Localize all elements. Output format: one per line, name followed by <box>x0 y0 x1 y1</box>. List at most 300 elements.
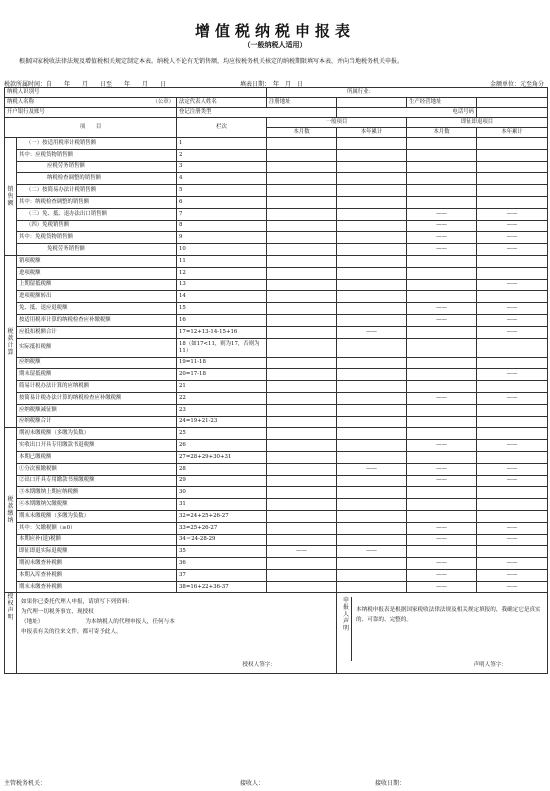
decl-signature: 声明人签字： <box>473 662 508 669</box>
row-line-number: 35 <box>177 546 267 558</box>
amount-cell[interactable] <box>407 381 477 393</box>
amount-cell[interactable] <box>337 244 407 256</box>
table-row <box>5 303 548 315</box>
tax-period: 税款所属时间：自 年 月 日至 年 月 日 <box>4 81 167 88</box>
amount-cell[interactable] <box>477 138 548 150</box>
na-cell: —— <box>477 279 548 291</box>
amount-cell[interactable] <box>337 267 407 279</box>
na-cell: —— <box>407 440 477 452</box>
amount-cell[interactable] <box>267 326 337 338</box>
amount-cell[interactable] <box>407 451 477 463</box>
na-cell: —— <box>407 314 477 326</box>
na-cell: —— <box>337 546 407 558</box>
table-row <box>5 404 548 416</box>
table-row <box>5 428 548 440</box>
industry-label: 所属行业： <box>267 88 548 98</box>
table-row <box>5 267 548 279</box>
row-item-label: 其中：应税货物销售额 <box>17 149 177 161</box>
table-row <box>5 522 548 534</box>
amount-cell[interactable] <box>477 404 548 416</box>
row-item-label: （二）按简易办法计税销售额 <box>17 185 177 197</box>
amount-cell[interactable] <box>407 510 477 522</box>
amount-cell[interactable] <box>267 475 337 487</box>
amount-cell[interactable] <box>267 440 337 452</box>
row-line-number: 20=17-18 <box>177 369 267 381</box>
row-line-number: 7 <box>177 208 267 220</box>
row-line-number: 33=25+26-27 <box>177 522 267 534</box>
row-item-label: 应纳税额 <box>17 357 177 369</box>
na-cell: —— <box>407 475 477 487</box>
col-general-header: 一般项目 <box>267 118 407 128</box>
receiver-label: 接收人： <box>240 780 265 787</box>
amount-cell[interactable] <box>337 404 407 416</box>
table-row <box>5 338 548 357</box>
row-line-number: 38=16+22+36-37 <box>177 581 267 593</box>
amount-cell[interactable] <box>407 279 477 291</box>
row-line-number: 37 <box>177 569 267 581</box>
na-cell: —— <box>267 546 337 558</box>
na-cell: —— <box>407 463 477 475</box>
row-line-number: 36 <box>177 558 267 570</box>
row-item-label: （一）按适用税率计税销售额 <box>17 138 177 150</box>
reg-address-label: 注册地址 <box>267 98 337 108</box>
table-row <box>5 369 548 381</box>
amount-cell[interactable] <box>337 161 407 173</box>
col-item-header: 项 目 <box>5 118 177 138</box>
row-item-label: 进项税额 <box>17 267 177 279</box>
row-item-label: ③本期缴纳上期应纳税额 <box>17 487 177 499</box>
na-cell: —— <box>477 534 548 546</box>
row-item-label: ②出口开具专用缴款书预缴税额 <box>17 475 177 487</box>
na-cell: —— <box>477 392 548 404</box>
form-subtitle: （一般纳税人适用） <box>243 40 307 49</box>
table-row <box>5 357 548 369</box>
amount-cell[interactable] <box>407 196 477 208</box>
amount-cell[interactable] <box>477 255 548 267</box>
col-refund-year: 本年累计 <box>477 128 548 138</box>
amount-cell[interactable] <box>337 440 407 452</box>
row-item-label: 本期应补(退)税额 <box>17 534 177 546</box>
row-line-number: 14 <box>177 291 267 303</box>
amount-cell[interactable] <box>267 232 337 244</box>
amount-cell[interactable] <box>267 255 337 267</box>
tax-authority-label: 主管税务机关： <box>4 780 47 787</box>
amount-cell[interactable] <box>267 267 337 279</box>
fill-date: 填表日期： 年 月 日 <box>240 81 304 88</box>
row-line-number: 8 <box>177 220 267 232</box>
amount-cell[interactable] <box>337 291 407 303</box>
amount-cell[interactable] <box>477 267 548 279</box>
row-line-number: 4 <box>177 173 267 185</box>
row-line-number: 26 <box>177 440 267 452</box>
na-cell: —— <box>477 369 548 381</box>
na-cell: —— <box>477 522 548 534</box>
amount-cell[interactable] <box>337 196 407 208</box>
biz-address-value[interactable] <box>477 98 548 108</box>
amount-cell[interactable] <box>337 369 407 381</box>
row-item-label: 应纳税额合计 <box>17 416 177 428</box>
taxpayer-name-label: 纳税人名称 （公章） <box>5 98 177 108</box>
table-row <box>5 208 548 220</box>
table-row <box>5 279 548 291</box>
amount-cell[interactable] <box>267 428 337 440</box>
amount-cell[interactable] <box>337 338 407 357</box>
amount-unit: 金额单位：元至角分 <box>489 81 544 88</box>
na-cell: —— <box>407 244 477 256</box>
row-item-label: ④本期缴纳欠缴税额 <box>17 499 177 511</box>
amount-cell[interactable] <box>267 499 337 511</box>
table-row <box>5 392 548 404</box>
row-item-label: 其中：纳税检查调整的销售额 <box>17 196 177 208</box>
amount-cell[interactable] <box>337 487 407 499</box>
table-row <box>5 558 548 570</box>
row-item-label: 应纳税额减征额 <box>17 404 177 416</box>
taxpayer-declaration-label: 申报人声明 <box>341 597 352 661</box>
row-item-label: 免、抵、退应退税额 <box>17 303 177 315</box>
amount-cell[interactable] <box>407 428 477 440</box>
row-item-label: 本期入库查补税额 <box>17 569 177 581</box>
amount-cell[interactable] <box>337 220 407 232</box>
table-row <box>5 291 548 303</box>
row-item-label: 即征即退实际退税额 <box>17 546 177 558</box>
na-cell: —— <box>407 558 477 570</box>
amount-cell[interactable] <box>407 357 477 369</box>
amount-cell[interactable] <box>267 369 337 381</box>
amount-cell[interactable] <box>267 220 337 232</box>
amount-cell[interactable] <box>267 244 337 256</box>
row-item-label: 纳税检查调整的销售额 <box>17 173 177 185</box>
row-item-label: 上期留抵税额 <box>17 279 177 291</box>
row-line-number: 17=12+13-14-15+16 <box>177 326 267 338</box>
amount-cell[interactable] <box>267 338 337 357</box>
na-cell: —— <box>477 303 548 315</box>
amount-cell[interactable] <box>477 161 548 173</box>
table-row <box>5 185 548 197</box>
amount-cell[interactable] <box>477 196 548 208</box>
amount-cell[interactable] <box>267 196 337 208</box>
amount-cell[interactable] <box>337 314 407 326</box>
amount-cell[interactable] <box>407 338 477 357</box>
amount-cell[interactable] <box>337 428 407 440</box>
table-row <box>5 475 548 487</box>
row-line-number: 18（如17<11，则为17，否则为11） <box>177 338 267 357</box>
tax-return-table <box>4 87 548 674</box>
row-line-number: 6 <box>177 196 267 208</box>
amount-cell[interactable] <box>407 546 477 558</box>
amount-cell[interactable] <box>477 357 548 369</box>
table-row <box>5 499 548 511</box>
section-label-payment: 税款缴纳 <box>5 428 17 593</box>
amount-cell[interactable] <box>477 451 548 463</box>
amount-cell[interactable] <box>477 173 548 185</box>
amount-cell[interactable] <box>337 392 407 404</box>
row-line-number: 24=19+21-23 <box>177 416 267 428</box>
row-item-label: 应税劳务销售额 <box>17 161 177 173</box>
amount-cell[interactable] <box>337 149 407 161</box>
table-row <box>5 255 548 267</box>
amount-cell[interactable] <box>407 291 477 303</box>
row-item-label: 免税劳务销售额 <box>17 244 177 256</box>
phone-label: 电话号码 <box>337 108 477 118</box>
amount-cell[interactable] <box>477 416 548 428</box>
amount-cell[interactable] <box>337 510 407 522</box>
row-item-label: 进项税额转出 <box>17 291 177 303</box>
amount-cell[interactable] <box>337 185 407 197</box>
table-row <box>5 244 548 256</box>
amount-cell[interactable] <box>407 138 477 150</box>
row-line-number: 2 <box>177 149 267 161</box>
row-item-label: 期末留抵税额 <box>17 369 177 381</box>
row-item-label: 应抵扣税额合计 <box>17 326 177 338</box>
row-item-label: （三）免、抵、退办法出口销售额 <box>17 208 177 220</box>
row-item-label: 按简易计税办法计算的纳税检查应补缴税额 <box>17 392 177 404</box>
row-line-number: 3 <box>177 161 267 173</box>
row-line-number: 23 <box>177 404 267 416</box>
row-line-number: 34＝24-28-29 <box>177 534 267 546</box>
row-item-label: ①分次预缴税额 <box>17 463 177 475</box>
row-line-number: 15 <box>177 303 267 315</box>
table-row <box>5 149 548 161</box>
section-label-calc: 税款计算 <box>5 255 17 427</box>
receive-date-label: 接收日期： <box>375 780 406 787</box>
na-cell: —— <box>407 534 477 546</box>
amount-cell[interactable] <box>337 475 407 487</box>
phone-value[interactable] <box>477 108 548 118</box>
table-row <box>5 161 548 173</box>
na-cell: —— <box>407 522 477 534</box>
na-cell: —— <box>407 232 477 244</box>
table-row <box>5 173 548 185</box>
form-intro: 根据国家税收法律法规及增值税相关规定制定本表。纳税人不论有无销售额，均应按税务机关核定的纳税期限填写本表，并向当地税务机关申报。 <box>19 58 404 65</box>
na-cell: —— <box>477 581 548 593</box>
amount-cell[interactable] <box>337 569 407 581</box>
amount-cell[interactable] <box>407 173 477 185</box>
table-row <box>5 534 548 546</box>
row-line-number: 19=11-18 <box>177 357 267 369</box>
amount-cell[interactable] <box>267 487 337 499</box>
amount-cell[interactable] <box>267 173 337 185</box>
amount-cell[interactable] <box>267 291 337 303</box>
amount-cell[interactable] <box>267 392 337 404</box>
amount-cell[interactable] <box>477 428 548 440</box>
amount-cell[interactable] <box>267 558 337 570</box>
amount-cell[interactable] <box>337 499 407 511</box>
row-item-label: （四）免税销售额 <box>17 220 177 232</box>
row-line-number: 9 <box>177 232 267 244</box>
amount-cell[interactable] <box>407 185 477 197</box>
row-line-number: 28 <box>177 463 267 475</box>
col-general-year: 本年累计 <box>337 128 407 138</box>
amount-cell[interactable] <box>477 546 548 558</box>
row-item-label: 按适用税率计算的纳税检查应补缴税额 <box>17 314 177 326</box>
amount-cell[interactable] <box>407 487 477 499</box>
table-row <box>5 381 548 393</box>
row-item-label: 实收出口开具专用缴款书退税额 <box>17 440 177 452</box>
table-row <box>5 440 548 452</box>
amount-cell[interactable] <box>267 381 337 393</box>
amount-cell[interactable] <box>267 138 337 150</box>
na-cell: —— <box>477 314 548 326</box>
na-cell: —— <box>477 569 548 581</box>
row-line-number: 32=24+25+26-27 <box>177 510 267 522</box>
na-cell: —— <box>337 463 407 475</box>
amount-cell[interactable] <box>407 326 477 338</box>
col-refund-header: 即征即退项目 <box>407 118 548 128</box>
row-item-label: 销项税额 <box>17 255 177 267</box>
amount-cell[interactable] <box>267 569 337 581</box>
amount-cell[interactable] <box>337 534 407 546</box>
amount-cell[interactable] <box>337 208 407 220</box>
amount-cell[interactable] <box>407 267 477 279</box>
amount-cell[interactable] <box>407 499 477 511</box>
amount-cell[interactable] <box>267 522 337 534</box>
reg-address-value[interactable] <box>337 98 407 108</box>
na-cell: —— <box>407 392 477 404</box>
row-line-number: 31 <box>177 499 267 511</box>
amount-cell[interactable] <box>267 357 337 369</box>
row-item-label: 期初未缴税额（多缴为负数） <box>17 428 177 440</box>
table-row <box>5 546 548 558</box>
col-refund-month: 本月数 <box>407 128 477 138</box>
na-cell: —— <box>477 244 548 256</box>
row-line-number: 11 <box>177 255 267 267</box>
amount-cell[interactable] <box>477 185 548 197</box>
bank-account-label: 开户银行及账号 <box>5 108 177 118</box>
amount-cell[interactable] <box>337 279 407 291</box>
amount-cell[interactable] <box>337 138 407 150</box>
table-row <box>5 196 548 208</box>
amount-cell[interactable] <box>477 338 548 357</box>
na-cell: —— <box>477 475 548 487</box>
na-cell: —— <box>477 463 548 475</box>
amount-cell[interactable] <box>337 381 407 393</box>
na-cell: —— <box>477 220 548 232</box>
auth-declaration-label: 授权声明 <box>5 593 17 674</box>
amount-cell[interactable] <box>267 534 337 546</box>
row-item-label: 期初未缴查补税额 <box>17 558 177 570</box>
row-item-label: 其中：欠缴税额（≥0） <box>17 522 177 534</box>
auth-signature: 授权人签字： <box>242 662 276 669</box>
col-line-header: 栏次 <box>177 118 267 138</box>
amount-cell[interactable] <box>407 161 477 173</box>
amount-cell[interactable] <box>337 416 407 428</box>
amount-cell[interactable] <box>407 404 477 416</box>
row-line-number: 25 <box>177 428 267 440</box>
amount-cell[interactable] <box>267 161 337 173</box>
row-line-number: 5 <box>177 185 267 197</box>
row-line-number: 16 <box>177 314 267 326</box>
amount-cell[interactable] <box>267 404 337 416</box>
na-cell: —— <box>477 208 548 220</box>
amount-cell[interactable] <box>337 303 407 315</box>
amount-cell[interactable] <box>267 416 337 428</box>
table-row <box>5 416 548 428</box>
table-row <box>5 510 548 522</box>
row-line-number: 30 <box>177 487 267 499</box>
amount-cell[interactable] <box>477 510 548 522</box>
na-cell: —— <box>477 326 548 338</box>
amount-cell[interactable] <box>337 173 407 185</box>
amount-cell[interactable] <box>267 185 337 197</box>
taxpayer-declaration: 申报人声明 本纳税申报表是根据国家税收法律法规及相关规定填报的，我确定它是真实的、可靠的、完整的。 声明人签字： <box>337 593 548 674</box>
amount-cell[interactable] <box>337 255 407 267</box>
row-line-number: 12 <box>177 267 267 279</box>
na-cell: —— <box>477 232 548 244</box>
na-cell: —— <box>477 558 548 570</box>
na-cell: —— <box>477 440 548 452</box>
amount-cell[interactable] <box>267 510 337 522</box>
na-cell: —— <box>407 303 477 315</box>
amount-cell[interactable] <box>267 149 337 161</box>
amount-cell[interactable] <box>267 581 337 593</box>
form-title: 增值税纳税申报表 <box>194 22 355 40</box>
amount-cell[interactable] <box>337 581 407 593</box>
row-line-number: 21 <box>177 381 267 393</box>
amount-cell[interactable] <box>337 451 407 463</box>
table-row <box>5 569 548 581</box>
legal-rep-label: 法定代表人姓名 <box>177 98 267 108</box>
amount-cell[interactable] <box>267 303 337 315</box>
row-line-number: 29 <box>177 475 267 487</box>
table-row <box>5 314 548 326</box>
table-row <box>5 326 548 338</box>
amount-cell[interactable] <box>267 208 337 220</box>
table-row <box>5 138 548 150</box>
row-item-label: 本期已缴税额 <box>17 451 177 463</box>
taxpayer-id-label: 纳税人识别号 <box>5 88 267 98</box>
amount-cell[interactable] <box>267 463 337 475</box>
na-cell: —— <box>337 326 407 338</box>
row-line-number: 1 <box>177 138 267 150</box>
amount-cell[interactable] <box>477 291 548 303</box>
na-cell: —— <box>407 569 477 581</box>
amount-cell[interactable] <box>477 381 548 393</box>
amount-cell[interactable] <box>337 522 407 534</box>
table-row <box>5 463 548 475</box>
amount-cell[interactable] <box>407 416 477 428</box>
row-item-label: 期末未缴税额（多缴为负数） <box>17 510 177 522</box>
auth-declaration: 如果你已委托代理人申报，请填写下列资料： 为代理一切税务事宜，现授权 （地址） 为本纳税人的代理申报人，任何与本 申报表有关的往来文件，都可寄予此人。 授权人签字： <box>17 593 337 674</box>
amount-cell[interactable] <box>477 487 548 499</box>
row-line-number: 27=28+29+30+31 <box>177 451 267 463</box>
row-item-label: 实际抵扣税额 <box>17 338 177 357</box>
row-line-number: 10 <box>177 244 267 256</box>
amount-cell[interactable] <box>407 369 477 381</box>
row-line-number: 22 <box>177 392 267 404</box>
section-label-sales: 销售额 <box>5 138 17 256</box>
table-row <box>5 487 548 499</box>
amount-cell[interactable] <box>267 451 337 463</box>
row-item-label: 简易计税办法计算的应纳税额 <box>17 381 177 393</box>
row-line-number: 13 <box>177 279 267 291</box>
amount-cell[interactable] <box>337 558 407 570</box>
row-item-label: 期末未缴查补税额 <box>17 581 177 593</box>
row-item-label: 其中：免税货物销售额 <box>17 232 177 244</box>
amount-cell[interactable] <box>477 499 548 511</box>
amount-cell[interactable] <box>407 149 477 161</box>
na-cell: —— <box>407 208 477 220</box>
na-cell: —— <box>407 220 477 232</box>
amount-cell[interactable] <box>477 149 548 161</box>
amount-cell[interactable] <box>407 255 477 267</box>
amount-cell[interactable] <box>267 314 337 326</box>
table-row <box>5 220 548 232</box>
reg-type-label: 登记注册类型 <box>177 108 337 118</box>
table-row <box>5 232 548 244</box>
amount-cell[interactable] <box>267 279 337 291</box>
amount-cell[interactable] <box>337 232 407 244</box>
amount-cell[interactable] <box>337 357 407 369</box>
